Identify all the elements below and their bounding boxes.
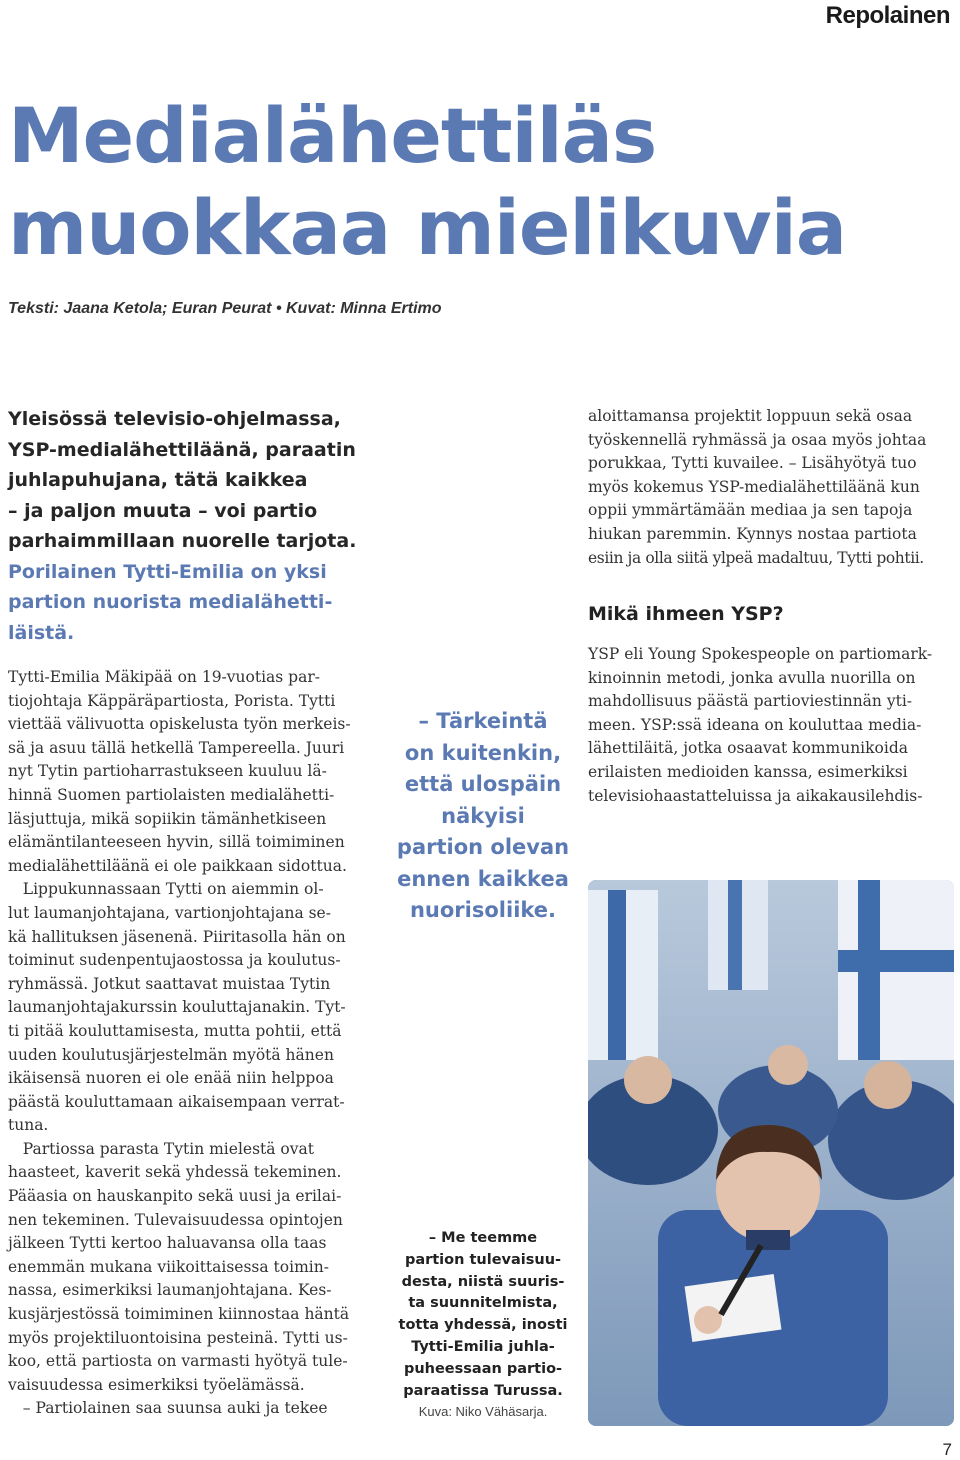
caption-line: Tytti-Emilia juhla- [411, 1338, 555, 1355]
body-line: nassa, esimerkiksi laumanjohtajana. Kes- [8, 1281, 332, 1300]
body-line: – Partiolainen saa suunsa auki ja tekee [8, 1399, 328, 1418]
body-column-right-top [588, 405, 954, 570]
body-line: oppii ymmärtämään mediaa ja sen tapoja [588, 501, 913, 520]
body-line: ikäisensä nuoren ei ole enää niin helppoa [8, 1069, 334, 1088]
caption-line: ta suunnitelmista, [408, 1295, 558, 1312]
body-line: Tytti-Emilia Mäkipää on 19-vuotias par- [8, 668, 320, 686]
body-line: viettää välivuotta opiskelusta työn merkeis- [8, 715, 351, 734]
lead-line: Porilainen Tytti-Emilia on yksi [8, 560, 327, 583]
lead-line: Yleisössä televisio-ohjelmassa, [8, 408, 341, 430]
caption-line: paraatissa Turussa. [403, 1382, 563, 1399]
body-line: elämäntilanteeseen hyvin, sillä toimiminen [8, 833, 345, 852]
body-line: YSP eli Young Spokespeople on partiomark- [588, 645, 933, 663]
photo-caption [385, 1228, 581, 1402]
section-subheading: Mikä ihmeen YSP? [588, 603, 784, 625]
body-line: mahdollisuus päästä partioviestinnän yti- [588, 692, 913, 711]
body-line: kä hallituksen jäsenenä. Piiritasolla hän on [8, 927, 346, 946]
lead-line: parhaimmillaan nuorelle tarjota. [8, 530, 357, 552]
body-line: esiin ja olla siitä ylpeä madaltuu, Tytti pohtii. [588, 548, 924, 567]
caption-line: totta yhdessä, inosti [398, 1317, 568, 1334]
photo-illustration [588, 880, 954, 1426]
lead-line: läistä. [8, 621, 75, 644]
lead-line: – ja paljon muuta – voi partio [8, 499, 318, 522]
body-line: Lippukunnassaan Tytti on aiemmin ol- [8, 880, 324, 899]
quote-line: nuorisoliike. [409, 898, 557, 922]
body-column-left [8, 666, 373, 1421]
body-line: televisiohaastatteluissa ja aikakausilehdis- [588, 786, 923, 805]
body-line: uuden koulutusjärjestelmän myötä hänen [8, 1045, 334, 1064]
body-line: kusjärjestössä toimiminen kiinnostaa häntä [8, 1305, 350, 1324]
body-line: myös kokemus YSP-medialähettiläänä kun [588, 477, 920, 496]
body-line: sä ja asuu tällä hetkellä Tampereella. Juuri [8, 738, 345, 757]
article-photo [588, 880, 954, 1426]
lead-paragraph [8, 404, 368, 648]
body-line: enemmän mukana viikoittaisessa toimin- [8, 1257, 329, 1276]
body-line: vaisuudessa esimerkiksi työelämässä. [8, 1375, 305, 1394]
body-line: tuna. [8, 1116, 49, 1135]
body-line: koo, että partiosta on varmasti hyötyä tule- [8, 1352, 348, 1371]
lead-line: YSP-medialähettiläänä, paraatin [8, 438, 356, 461]
body-line: haasteet, kaverit sekä yhdessä tekeminen. [8, 1163, 342, 1182]
body-line: aloittamansa projektit loppuun sekä osaa [588, 407, 913, 425]
body-line: toiminut sudenpentujaostossa ja koulutus- [8, 951, 341, 970]
quote-line: partion olevan [396, 835, 570, 859]
pull-quote [385, 706, 581, 927]
photo-credit: Kuva: Niko Vähäsarja. [418, 1404, 548, 1419]
body-line: erilaisten medioiden kanssa, esimerkiksi [588, 762, 908, 781]
body-line: meen. YSP:ssä ideana on kouluttaa media- [588, 715, 922, 734]
lead-line: juhlapuhujana, tätä kaikkea [8, 469, 308, 491]
body-line: jälkeen Tytti kertoo haluavansa olla taas [8, 1234, 327, 1253]
body-line: laumanjohtajakurssin kouluttajanakin. Tyt- [8, 998, 346, 1017]
lead-line: partion nuorista medialähetti- [8, 591, 333, 613]
body-line: Partiossa parasta Tytin mielestä ovat [8, 1139, 314, 1158]
body-line: hiukan paremmin. Kynnys nostaa partiota [588, 524, 917, 543]
caption-line: partion tulevaisuu- [404, 1251, 562, 1268]
body-line: ti pitää kouluttamisesta, mutta pohtii, että [8, 1021, 342, 1040]
body-line: työskennellä ryhmässä ja osaa myös johtaa [588, 430, 927, 449]
byline: Teksti: Jaana Ketola; Euran Peurat • Kuvat: Minna Ertimo [8, 300, 442, 317]
quote-line: että ulospäin [404, 772, 562, 796]
title-line: muokkaa mielikuvia [8, 183, 847, 272]
body-line: Pääasia on hauskanpito sekä uusi ja erilai- [8, 1187, 342, 1206]
body-line: medialähettiläänä ei ole paikkaan sidottua. [8, 856, 347, 875]
body-column-right-bottom [588, 643, 954, 808]
body-line: kinoinnin metodi, jonka avulla nuorilla on [588, 668, 916, 687]
body-line: lähettiläitä, jotka osaavat kommunikoida [588, 739, 908, 758]
caption-line: puheessaan partio- [403, 1360, 563, 1377]
title-line: Medialähettiläs [8, 91, 657, 180]
body-line: tiojohtaja Käppäräpartiosta, Porista. Tytti [8, 691, 336, 710]
caption-line: desta, niistä suuris- [401, 1273, 565, 1290]
quote-line: näkyisi [441, 803, 525, 828]
quote-line: on kuitenkin, [404, 740, 562, 765]
body-line: nyt Tytin partioharrastukseen kuuluu lä- [8, 762, 327, 781]
body-line: päästä kouluttamaan aikaisempaan verrat- [8, 1092, 345, 1111]
page-number: 7 [942, 1440, 952, 1459]
body-line: myös projektiluontoisina pesteinä. Tytti us- [8, 1328, 348, 1347]
body-line: läsjuttuja, mikä sopiikin tämänhetkiseen [8, 809, 327, 828]
article-title [8, 90, 948, 274]
body-line: ryhmässä. Jotkut saattavat muistaa Tytin [8, 974, 331, 993]
caption-line: – Me teemme [428, 1230, 538, 1246]
publication-logo: Repolainen [825, 2, 950, 29]
body-line: porukkaa, Tytti kuvailee. – Lisähyötyä tuo [588, 454, 917, 473]
body-line: nen tekeminen. Tulevaisuudessa opintojen [8, 1210, 343, 1229]
body-line: hinnä Suomen partiolaisten medialähetti- [8, 785, 335, 804]
body-line: lut laumanjohtajana, vartionjohtajana se- [8, 903, 331, 922]
quote-line: ennen kaikkea [397, 866, 569, 891]
quote-line: – Tärkeintä [418, 709, 548, 733]
